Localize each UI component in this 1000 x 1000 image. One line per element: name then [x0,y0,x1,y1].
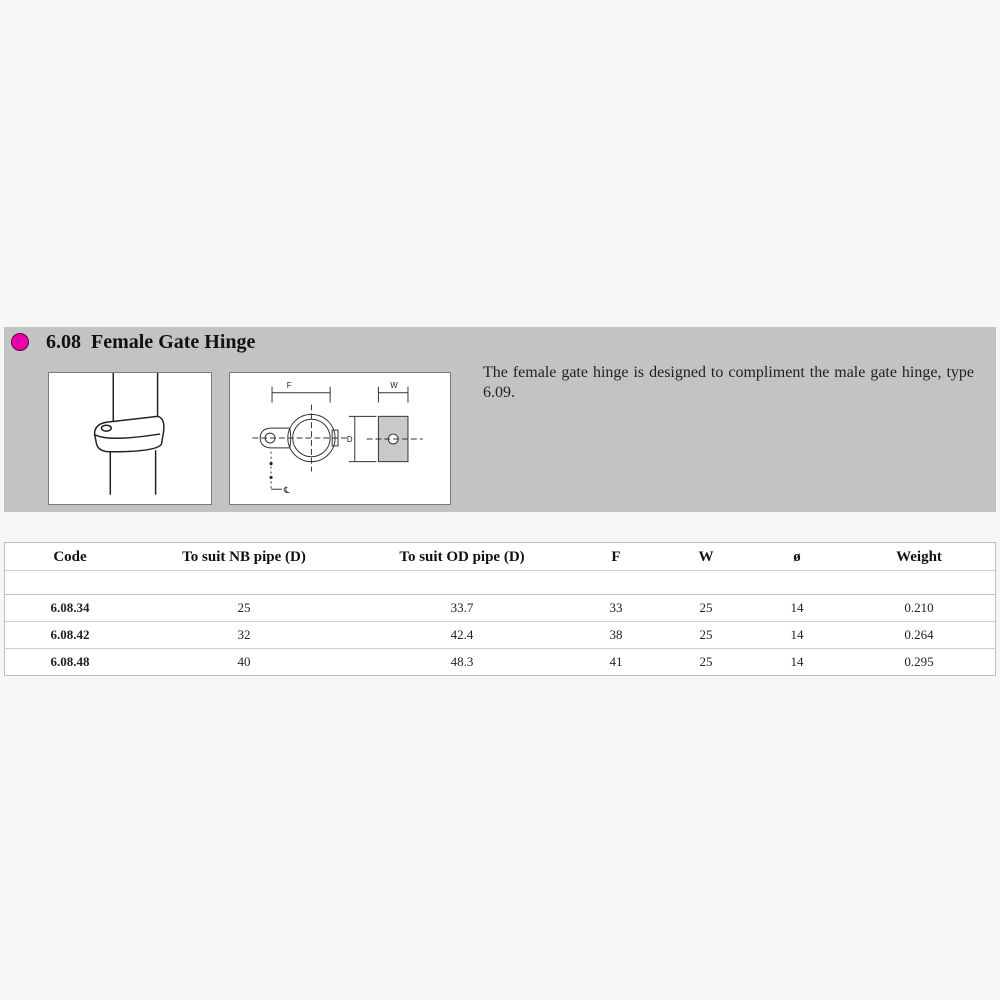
product-description: The female gate hinge is designed to compliment the male gate hinge, type 6.09. [483,364,974,401]
header-diameter: ø [793,549,801,565]
header-weight: Weight [896,549,942,565]
cell-code: 6.08.48 [50,654,90,669]
cell-od-pipe: 33.7 [450,600,474,615]
hinge-dimension-drawing [229,372,451,505]
product-name: Female Gate Hinge [91,331,256,353]
header-nb-pipe: To suit NB pipe (D) [182,549,306,565]
product-code: 6.08 [46,331,81,353]
header-f: F [611,549,621,565]
table-header-row [5,543,995,571]
cell-w: 25 [699,600,713,615]
cell-weight: 0.210 [904,600,934,615]
cell-od-pipe: 42.4 [450,627,474,642]
cell-code: 6.08.34 [50,600,90,615]
cell-f: 38 [609,627,623,642]
cell-weight: 0.295 [904,654,934,669]
dimension-w-label: W [390,380,398,390]
cell-weight: 0.264 [904,627,934,642]
dimension-diagram [230,373,450,504]
hinge-perspective-drawing [49,373,211,504]
cell-diameter: 14 [790,627,804,642]
product-title [46,331,255,354]
cell-f: 41 [609,654,623,669]
dimension-f-label: F [286,380,292,390]
cell-nb-pipe: 25 [237,600,251,615]
cell-w: 25 [699,627,713,642]
header-od-pipe: To suit OD pipe (D) [399,549,525,565]
table-spacer-row [5,571,995,595]
spec-table [4,542,996,676]
header-w: W [698,549,714,565]
cell-diameter: 14 [790,600,804,615]
header-code: Code [53,549,87,565]
dimension-d-label: D [346,434,353,444]
cell-diameter: 14 [790,654,804,669]
centerline-icon: ℄ [283,486,290,497]
bullet-icon [11,333,29,351]
cell-f: 33 [609,600,623,615]
cell-nb-pipe: 32 [237,627,251,642]
table-row [5,649,995,675]
cell-od-pipe: 48.3 [450,654,474,669]
table-row [5,595,995,622]
hinge-perspective-image [48,372,212,505]
cell-code: 6.08.42 [50,627,90,642]
cell-w: 25 [699,654,713,669]
cell-nb-pipe: 40 [237,654,251,669]
table-row [5,622,995,649]
